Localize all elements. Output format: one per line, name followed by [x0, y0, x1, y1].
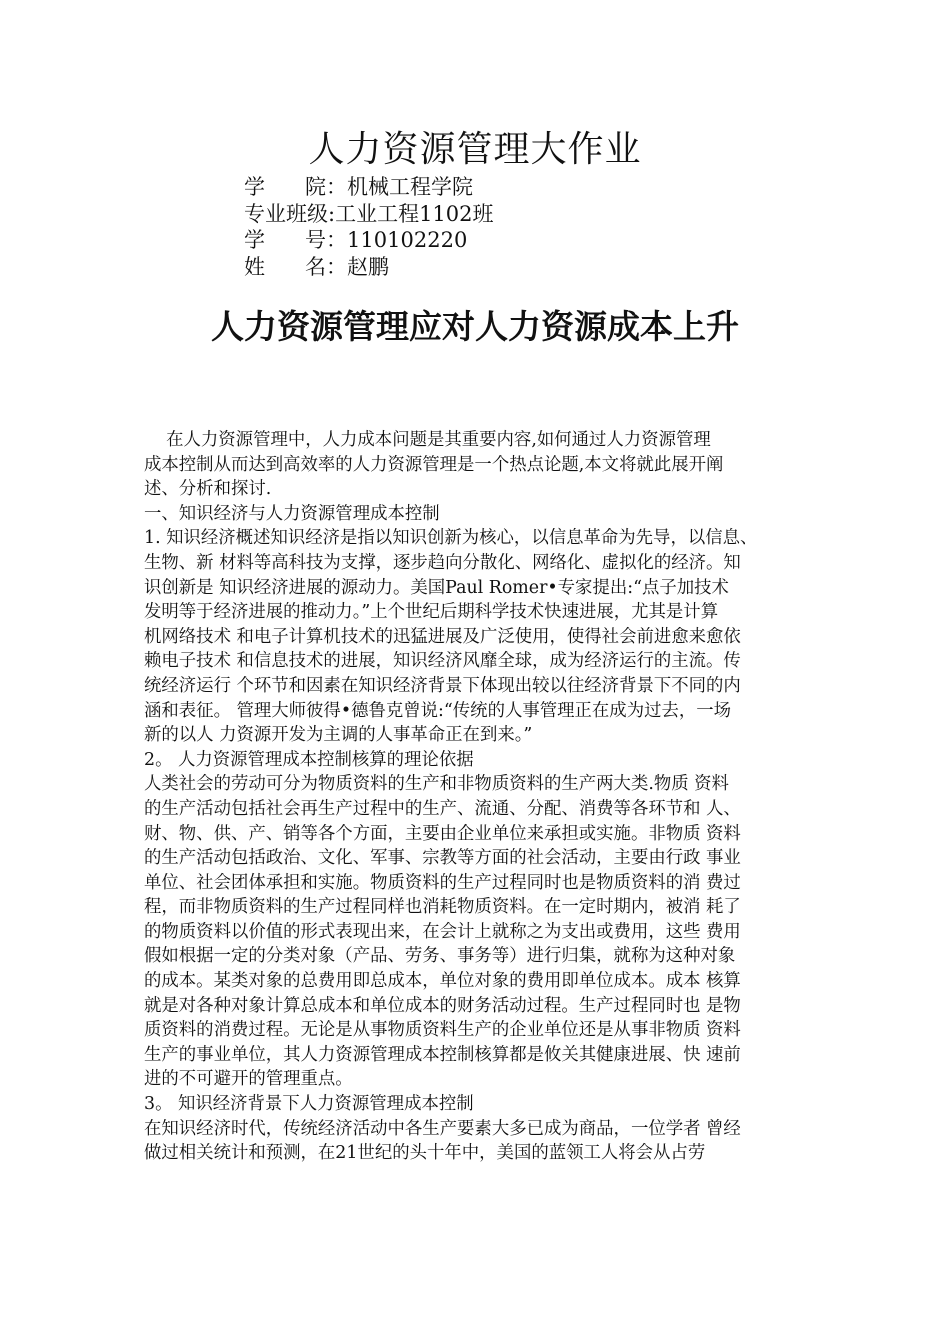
essay-body — [144, 428, 812, 1166]
info-name: 姓 名：赵鹏 — [244, 254, 390, 279]
body-line: 生产的事业单位，其人力资源管理成本控制核算都是攸关其健康进展、快 速前 — [144, 1044, 741, 1065]
body-line: 的成本。某类对象的总费用即总成本，单位对象的费用即单位成本。成本 核算 — [144, 971, 741, 992]
body-line: 赖电子技术 和信息技术的进展，知识经济风靡全球，成为经济运行的主流。传 — [144, 651, 741, 672]
body-line: 质资料的消费过程。无论是从事物质资料生产的企业单位还是从事非物质 资料 — [144, 1020, 741, 1041]
body-line: 3。 知识经济背景下人力资源管理成本控制 — [144, 1094, 474, 1115]
body-line: 就是对各种对象计算总成本和单位成本的财务活动过程。生产过程同时也 是物 — [144, 995, 741, 1016]
body-line: 财、物、供、产、销等各个方面，主要由企业单位来承担或实施。非物质 资料 — [144, 823, 741, 844]
body-line: 一、知识经济与人力资源管理成本控制 — [144, 503, 440, 524]
info-student-id: 学 号：110102220 — [244, 228, 468, 252]
body-line: 1. 知识经济概述知识经济是指以知识创新为核心，以信息革命为先导，以信息、 — [144, 528, 758, 549]
body-line: 述、分析和探讨. — [144, 479, 272, 500]
body-line: 做过相关统计和预测，在21世纪的头十年中，美国的蓝领工人将会从占劳 — [144, 1143, 706, 1164]
body-line: 在人力资源管理中，人力成本问题是其重要内容,如何通过人力资源管理 — [144, 430, 711, 450]
body-line: 在知识经济时代，传统经济活动中各生产要素大多已成为商品，一位学者 曾经 — [144, 1118, 741, 1139]
body-line: 生物、新 材料等高科技为支撑，逐步趋向分散化、网络化、虚拟化的经济。知 — [144, 552, 741, 573]
body-line: 新的以人 力资源开发为主调的人事革命正在到来。” — [144, 725, 533, 746]
student-info-block — [244, 174, 494, 280]
body-line: 发明等于经济进展的推动力。”上个世纪后期科学技术快速进展，尤其是计算 — [144, 602, 719, 623]
body-line: 的生产活动包括政治、文化、军事、宗教等方面的社会活动，主要由行政 事业 — [144, 848, 741, 869]
body-line: 统经济运行 个环节和因素在知识经济背景下体现出较以往经济背景下不同的内 — [144, 675, 741, 696]
body-line: 机网络技术 和电子计算机技术的迅猛进展及广泛使用，使得社会前进愈来愈依 — [144, 626, 741, 647]
body-line: 的生产活动包括社会再生产过程中的生产、流通、分配、消费等各环节和 人、 — [144, 798, 741, 819]
essay-title: 人力资源管理应对人力资源成本上升 — [211, 307, 739, 346]
body-line: 识创新是 知识经济进展的源动力。美国Paul Romer•专家提出:“点子加技术 — [144, 577, 729, 598]
body-line: 假如根据一定的分类对象（产品、劳务、事务等）进行归集，就称为这种对象 — [144, 946, 736, 967]
document-title: 人力资源管理大作业 — [308, 129, 642, 170]
body-line: 涵和表征。 管理大师彼得•德鲁克曾说:“传统的人事管理正在成为过去，一场 — [144, 700, 732, 721]
body-line: 成本控制从而达到高效率的人力资源管理是一个热点论题,本文将就此展开阐 — [144, 454, 724, 475]
body-line: 人类社会的劳动可分为物质资料的生产和非物质资料的生产两大类.物质 资料 — [144, 774, 729, 795]
body-line: 的物质资料以价值的形式表现出来，在会计上就称之为支出或费用，这些 费用 — [144, 921, 741, 942]
body-line: 单位、社会团体承担和实施。物质资料的生产过程同时也是物质资料的消 费过 — [144, 872, 741, 893]
info-class: 专业班级:工业工程1102班 — [244, 201, 494, 226]
body-line: 进的不可避开的管理重点。 — [144, 1069, 353, 1090]
body-line: 程，而非物质资料的生产过程同样也消耗物质资料。在一定时期内，被消 耗了 — [144, 897, 741, 918]
info-college: 学 院：机械工程学院 — [244, 175, 474, 199]
body-line: 2。 人力资源管理成本控制核算的理论依据 — [144, 749, 474, 770]
